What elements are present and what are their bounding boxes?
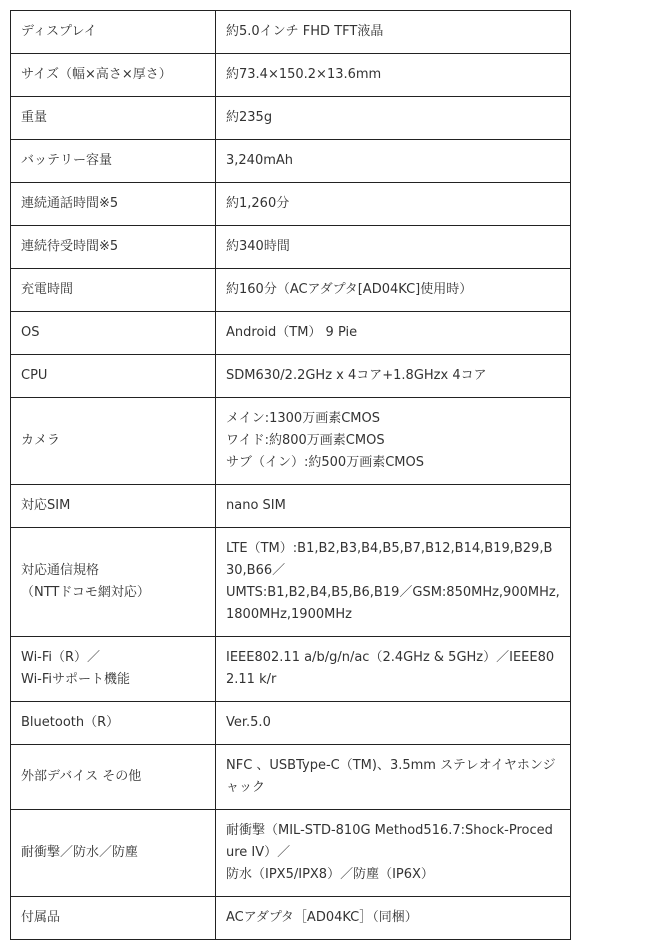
spec-row <box>11 398 571 485</box>
spec-value-cell <box>216 528 571 637</box>
spec-row <box>11 226 571 269</box>
spec-label: Wi-Fi（R）／ <box>21 650 101 665</box>
spec-value-cell <box>216 54 571 97</box>
spec-value-cell <box>216 398 571 485</box>
spec-table-body <box>11 11 571 940</box>
spec-value: サブ（イン）:約500万画素CMOS <box>226 455 424 470</box>
spec-value-cell <box>216 140 571 183</box>
spec-label-cell <box>11 702 216 745</box>
spec-value-cell <box>216 810 571 897</box>
spec-label-cell <box>11 810 216 897</box>
spec-label: 対応通信規格 <box>21 563 100 578</box>
spec-label-cell <box>11 355 216 398</box>
spec-label-cell <box>11 97 216 140</box>
spec-label: （NTTドコモ網対応） <box>21 585 150 600</box>
spec-label: 連続通話時間※5 <box>21 196 119 211</box>
spec-row <box>11 97 571 140</box>
spec-value: ワイド:約800万画素CMOS <box>226 433 385 448</box>
spec-label-cell <box>11 54 216 97</box>
spec-label-cell <box>11 897 216 940</box>
spec-value: 約1,260分 <box>226 196 290 211</box>
spec-label: 付属品 <box>21 910 61 925</box>
spec-value: Ver.5.0 <box>226 715 271 730</box>
spec-label-cell <box>11 269 216 312</box>
spec-row <box>11 140 571 183</box>
spec-value-cell <box>216 312 571 355</box>
spec-label-cell <box>11 485 216 528</box>
spec-value-cell <box>216 226 571 269</box>
spec-value: NFC 、USBType-C（TM)、3.5mm ステレオイヤホンジャック <box>226 758 556 795</box>
spec-label: 充電時間 <box>21 282 74 297</box>
spec-row <box>11 269 571 312</box>
spec-label: 重量 <box>21 110 48 125</box>
spec-value-cell <box>216 485 571 528</box>
spec-label: Wi-Fiサポート機能 <box>21 672 131 687</box>
spec-value-cell <box>216 637 571 702</box>
spec-label: OS <box>21 325 40 340</box>
spec-label: Bluetooth（R） <box>21 715 120 730</box>
spec-value: UMTS:B1,B2,B4,B5,B6,B19／GSM:850MHz,900MHz,1800MHz,1900MHz <box>226 585 560 622</box>
spec-label: バッテリー容量 <box>21 153 113 168</box>
spec-row <box>11 183 571 226</box>
spec-row <box>11 355 571 398</box>
spec-table <box>10 10 571 940</box>
spec-value: 耐衝撃（MIL-STD-810G Method516.7:Shock-Procedure IV）／ <box>226 823 553 860</box>
spec-value: 約160分（ACアダプタ[AD04KC]使用時） <box>226 282 473 297</box>
spec-label-cell <box>11 11 216 54</box>
spec-value-cell <box>216 702 571 745</box>
spec-label-cell <box>11 183 216 226</box>
spec-row <box>11 637 571 702</box>
spec-value: 約5.0インチ FHD TFT液晶 <box>226 24 384 39</box>
spec-value-cell <box>216 897 571 940</box>
spec-value-cell <box>216 355 571 398</box>
spec-value: メイン:1300万画素CMOS <box>226 411 380 426</box>
spec-label: 外部デバイス その他 <box>21 769 142 784</box>
spec-row <box>11 54 571 97</box>
spec-value: 約235g <box>226 110 273 125</box>
spec-value: 約73.4×150.2×13.6mm <box>226 67 382 82</box>
spec-value: IEEE802.11 a/b/g/n/ac（2.4GHz & 5GHz）／IEEE802.11 k/r <box>226 650 555 687</box>
spec-label-cell <box>11 398 216 485</box>
spec-row <box>11 702 571 745</box>
spec-label-cell <box>11 226 216 269</box>
spec-label-cell <box>11 140 216 183</box>
spec-value: 約340時間 <box>226 239 290 254</box>
spec-row <box>11 897 571 940</box>
spec-value-cell <box>216 745 571 810</box>
spec-value: ACアダプタ［AD04KC］（同梱） <box>226 910 418 925</box>
spec-label-cell <box>11 637 216 702</box>
spec-label: 連続待受時間※5 <box>21 239 119 254</box>
spec-value: 3,240mAh <box>226 153 294 168</box>
spec-value-cell <box>216 269 571 312</box>
spec-label: 耐衝撃／防水／防塵 <box>21 845 139 860</box>
spec-value-cell <box>216 11 571 54</box>
spec-label: 対応SIM <box>21 498 71 513</box>
spec-label-cell <box>11 528 216 637</box>
spec-label: サイズ（幅×高さ×厚さ） <box>21 67 172 82</box>
spec-value: Android（TM） 9 Pie <box>226 325 358 340</box>
spec-label: CPU <box>21 368 48 383</box>
spec-row <box>11 312 571 355</box>
spec-row <box>11 11 571 54</box>
spec-row <box>11 810 571 897</box>
spec-label-cell <box>11 312 216 355</box>
spec-value: SDM630/2.2GHz x 4コア+1.8GHzx 4コア <box>226 368 487 383</box>
spec-row <box>11 528 571 637</box>
spec-label: カメラ <box>21 433 61 448</box>
spec-value-cell <box>216 97 571 140</box>
spec-row <box>11 745 571 810</box>
spec-value: LTE（TM）:B1,B2,B3,B4,B5,B7,B12,B14,B19,B29,B30,B66／ <box>226 541 553 578</box>
spec-label: ディスプレイ <box>21 24 97 39</box>
spec-label-cell <box>11 745 216 810</box>
spec-value-cell <box>216 183 571 226</box>
spec-row <box>11 485 571 528</box>
spec-value: 防水（IPX5/IPX8）／防塵（IP6X） <box>226 867 434 882</box>
spec-value: nano SIM <box>226 498 286 513</box>
